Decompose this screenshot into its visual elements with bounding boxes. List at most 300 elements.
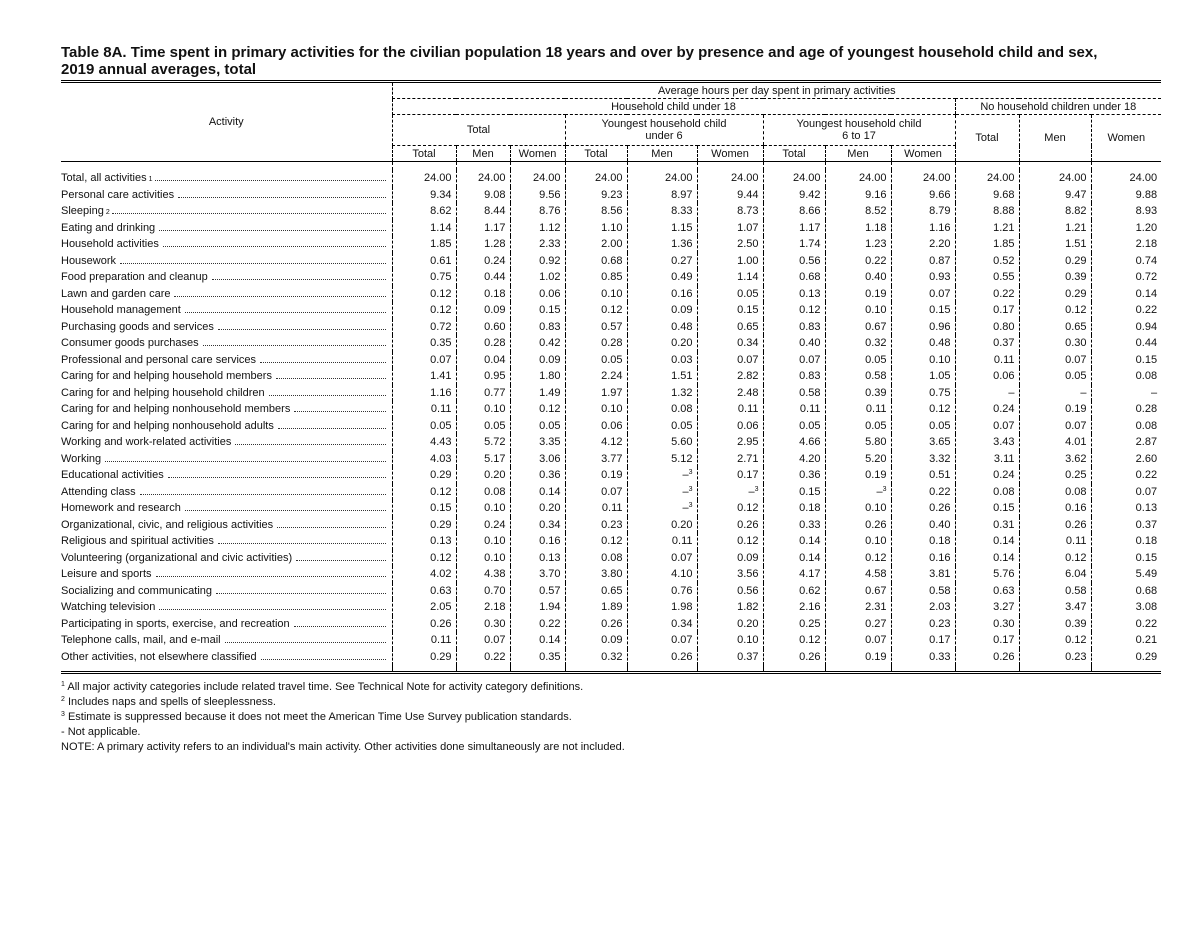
value-cell: 0.12: [891, 401, 955, 418]
value-cell: 24.00: [392, 170, 456, 187]
footnote-ref: 3: [688, 469, 693, 477]
value-cell: 0.42: [510, 335, 565, 352]
value-cell: 0.12: [697, 500, 763, 517]
value-cell: 0.27: [627, 253, 697, 270]
value-cell: 0.07: [456, 632, 510, 649]
dot-leader: [178, 196, 385, 198]
activity-label-cell: [61, 302, 392, 319]
value-cell: 0.23: [565, 517, 627, 534]
table-row: [61, 385, 1161, 402]
activity-label: Total, all activities 1: [61, 170, 388, 186]
footnote: [61, 680, 1161, 695]
value-cell: 0.55: [955, 269, 1019, 286]
spacer-row: [61, 162, 1161, 171]
activity-label-text: Attending class: [61, 485, 136, 498]
spacer-cell: [1019, 665, 1091, 673]
value-cell: 4.03: [392, 451, 456, 468]
value-cell: 1.17: [763, 220, 825, 237]
value-cell: 3.27: [955, 599, 1019, 616]
value-cell: 0.32: [565, 649, 627, 666]
value-cell: 0.12: [1019, 550, 1091, 567]
value-cell: 0.11: [627, 533, 697, 550]
activity-label-cell: [61, 533, 392, 550]
value-cell: 0.07: [565, 484, 627, 501]
youngest-6to17-line-1: Youngest household child: [796, 118, 922, 130]
value-cell: 0.19: [565, 467, 627, 484]
activity-label: [61, 253, 388, 269]
spacer-cell: [510, 162, 565, 171]
value-cell: 0.05: [392, 418, 456, 435]
value-cell: 0.07: [1019, 352, 1091, 369]
value-cell: 0.29: [1019, 253, 1091, 270]
activity-label-text: Religious and spiritual activities: [61, 535, 214, 548]
activity-label: [61, 236, 388, 252]
spacer-cell: [955, 162, 1019, 171]
dot-leader: [294, 625, 386, 627]
activity-label: [61, 286, 388, 302]
value-cell: 0.93: [891, 269, 955, 286]
value-cell: 0.92: [510, 253, 565, 270]
activity-label-cell: [61, 467, 392, 484]
value-cell: 0.12: [565, 302, 627, 319]
table-row: [61, 533, 1161, 550]
value-cell: 1.36: [627, 236, 697, 253]
col-header-total-men: Men: [456, 146, 510, 162]
value-cell: 0.26: [1019, 517, 1091, 534]
table-row: [61, 335, 1161, 352]
value-cell: 0.44: [1091, 335, 1161, 352]
value-cell: 4.01: [1019, 434, 1091, 451]
dot-leader: [235, 443, 385, 445]
value-cell: 0.39: [1019, 616, 1091, 633]
dot-leader: [218, 328, 386, 330]
activity-label-text: Caring for and helping household members: [61, 370, 272, 383]
value-cell: 0.30: [955, 616, 1019, 633]
value-cell: 8.33: [627, 203, 697, 220]
activity-label-text: Personal care activities: [61, 188, 175, 201]
value-cell: 2.60: [1091, 451, 1161, 468]
col-header-under6-women: Women: [697, 146, 763, 162]
value-cell: 0.11: [955, 352, 1019, 369]
value-cell: 0.12: [392, 484, 456, 501]
table-row: [61, 220, 1161, 237]
activity-label-text: Housework: [61, 254, 117, 267]
table-row: [61, 632, 1161, 649]
spacer-cell: [510, 665, 565, 673]
value-cell: 0.26: [697, 517, 763, 534]
value-cell: 1.85: [955, 236, 1019, 253]
value-cell: 0.22: [1091, 467, 1161, 484]
activity-label-cell: [61, 566, 392, 583]
value-cell: 0.36: [763, 467, 825, 484]
value-cell: 0.15: [392, 500, 456, 517]
table-row: [61, 616, 1161, 633]
value-cell: 0.60: [456, 319, 510, 336]
value-cell: 0.26: [763, 649, 825, 666]
suppressed-value: –: [682, 502, 689, 515]
value-cell: 0.10: [697, 632, 763, 649]
value-cell: 0.13: [763, 286, 825, 303]
value-cell: 0.15: [1091, 352, 1161, 369]
value-cell: 0.20: [697, 616, 763, 633]
table-row: [61, 319, 1161, 336]
value-cell: 1.49: [510, 385, 565, 402]
value-cell: 4.38: [456, 566, 510, 583]
activity-label-cell: [61, 170, 392, 187]
value-cell: 0.58: [1019, 583, 1091, 600]
value-cell: 0.58: [763, 385, 825, 402]
value-cell: 8.82: [1019, 203, 1091, 220]
activity-label: [61, 484, 388, 500]
value-cell: 2.05: [392, 599, 456, 616]
value-cell: 24.00: [955, 170, 1019, 187]
value-cell: 0.08: [627, 401, 697, 418]
footnote: [61, 740, 1161, 755]
activity-label-cell: [61, 401, 392, 418]
value-cell: 0.24: [456, 253, 510, 270]
value-cell: 3.11: [955, 451, 1019, 468]
dot-leader: [185, 509, 386, 511]
spacer-cell: [697, 665, 763, 673]
youngest-under6-header: [565, 115, 763, 146]
activity-label-text: Caring for and helping nonhousehold adults: [61, 419, 274, 432]
activity-label: [61, 583, 388, 599]
value-cell: 1.21: [1019, 220, 1091, 237]
value-cell: 0.37: [955, 335, 1019, 352]
value-cell: 0.10: [565, 286, 627, 303]
table-row: [61, 434, 1161, 451]
value-cell: 0.21: [1091, 632, 1161, 649]
value-cell: 0.19: [825, 467, 891, 484]
spacer-cell: [697, 162, 763, 171]
value-cell: 0.83: [763, 319, 825, 336]
value-cell: 0.65: [565, 583, 627, 600]
value-cell: 0.14: [955, 533, 1019, 550]
spacer-cell: [1091, 665, 1161, 673]
footnote-text: NOTE: A primary activity refers to an individual's main activity. Other activities done simultaneously are not included.: [61, 741, 625, 753]
value-cell: 8.88: [955, 203, 1019, 220]
value-cell: 9.44: [697, 187, 763, 204]
value-cell: 0.12: [763, 632, 825, 649]
activity-label: [61, 187, 388, 203]
value-cell: 0.67: [825, 319, 891, 336]
value-cell: 0.06: [697, 418, 763, 435]
value-cell: 2.87: [1091, 434, 1161, 451]
dot-leader: [269, 394, 386, 396]
activity-table: [61, 80, 1161, 674]
value-cell: 1.21: [955, 220, 1019, 237]
value-cell: 1.00: [697, 253, 763, 270]
value-cell: 8.76: [510, 203, 565, 220]
suppressed-value: –: [682, 485, 689, 498]
table-row: [61, 187, 1161, 204]
value-cell: 0.16: [627, 286, 697, 303]
value-cell: 0.10: [456, 533, 510, 550]
footnote-ref: 3: [882, 485, 887, 493]
value-cell: 0.12: [825, 550, 891, 567]
value-cell: 0.61: [392, 253, 456, 270]
value-cell: 0.18: [891, 533, 955, 550]
spacer-cell: [1091, 162, 1161, 171]
value-cell: 2.82: [697, 368, 763, 385]
value-cell: 0.07: [1091, 484, 1161, 501]
value-cell: 3.08: [1091, 599, 1161, 616]
value-cell: 0.10: [456, 500, 510, 517]
value-cell: 0.14: [510, 484, 565, 501]
suppressed-value: –: [748, 485, 755, 498]
value-cell: 0.09: [697, 550, 763, 567]
dot-leader: [261, 658, 386, 660]
value-cell: 0.34: [510, 517, 565, 534]
value-cell: 0.07: [891, 286, 955, 303]
value-cell: 5.80: [825, 434, 891, 451]
value-cell: –: [1091, 385, 1161, 402]
youngest-under6-line-1: Youngest household child: [601, 118, 727, 130]
dot-leader: [294, 410, 385, 412]
value-cell: 2.48: [697, 385, 763, 402]
value-cell: 5.72: [456, 434, 510, 451]
value-cell: 0.07: [955, 418, 1019, 435]
spacer-cell: [825, 665, 891, 673]
value-cell: 0.87: [891, 253, 955, 270]
value-cell: 0.94: [1091, 319, 1161, 336]
value-cell: 0.35: [392, 335, 456, 352]
value-cell: 1.15: [627, 220, 697, 237]
activity-label-cell: [61, 583, 392, 600]
value-cell: 0.26: [825, 517, 891, 534]
col-header-total-women: Women: [510, 146, 565, 162]
value-cell: 0.95: [456, 368, 510, 385]
spacer-cell: [825, 162, 891, 171]
spacer-cell: [627, 162, 697, 171]
value-cell: 0.28: [456, 335, 510, 352]
value-cell: 3.80: [565, 566, 627, 583]
youngest-under6-line-2: under 6: [645, 130, 683, 142]
value-cell: 0.17: [955, 302, 1019, 319]
value-cell: [627, 484, 697, 501]
activity-label-text: Purchasing goods and services: [61, 320, 214, 333]
value-cell: 0.18: [1091, 533, 1161, 550]
value-cell: 0.22: [1091, 302, 1161, 319]
value-cell: 2.03: [891, 599, 955, 616]
activity-label-text: Sleeping: [61, 205, 104, 218]
value-cell: 0.05: [627, 418, 697, 435]
dot-leader: [218, 542, 386, 544]
value-cell: 0.22: [1091, 616, 1161, 633]
table-row: [61, 401, 1161, 418]
value-cell: 0.80: [955, 319, 1019, 336]
dot-leader: [159, 608, 385, 610]
value-cell: 0.20: [627, 517, 697, 534]
value-cell: 0.07: [697, 352, 763, 369]
value-cell: 1.41: [392, 368, 456, 385]
value-cell: 4.12: [565, 434, 627, 451]
value-cell: 0.04: [456, 352, 510, 369]
value-cell: 24.00: [1019, 170, 1091, 187]
value-cell: 0.23: [891, 616, 955, 633]
value-cell: 9.16: [825, 187, 891, 204]
value-cell: 9.56: [510, 187, 565, 204]
value-cell: 0.12: [565, 533, 627, 550]
value-cell: 0.22: [510, 616, 565, 633]
value-cell: 0.10: [891, 352, 955, 369]
value-cell: 4.43: [392, 434, 456, 451]
activity-label-cell: [61, 500, 392, 517]
value-cell: 5.76: [955, 566, 1019, 583]
spacer-cell: [456, 665, 510, 673]
dot-leader: [140, 493, 386, 495]
activity-label-text: Watching television: [61, 601, 156, 614]
activity-label: [61, 401, 388, 417]
activity-label-text: Caring for and helping nonhousehold members: [61, 403, 291, 416]
value-cell: 9.68: [955, 187, 1019, 204]
dot-leader: [112, 212, 386, 214]
value-cell: 0.39: [1019, 269, 1091, 286]
table-row: [61, 203, 1161, 220]
value-cell: 0.20: [456, 467, 510, 484]
value-cell: 0.18: [763, 500, 825, 517]
spacer-cell: [955, 665, 1019, 673]
value-cell: 0.40: [825, 269, 891, 286]
value-cell: 8.52: [825, 203, 891, 220]
value-cell: 1.02: [510, 269, 565, 286]
value-cell: 0.08: [955, 484, 1019, 501]
value-cell: 0.05: [456, 418, 510, 435]
spacer-cell: [61, 162, 392, 171]
value-cell: 1.97: [565, 385, 627, 402]
dot-leader: [163, 245, 386, 247]
value-cell: 0.09: [510, 352, 565, 369]
activity-label: Sleeping 2: [61, 203, 388, 219]
value-cell: 0.05: [565, 352, 627, 369]
table-row: [61, 451, 1161, 468]
value-cell: 0.77: [456, 385, 510, 402]
value-cell: 1.07: [697, 220, 763, 237]
table-row: [61, 550, 1161, 567]
value-cell: 1.85: [392, 236, 456, 253]
value-cell: 0.29: [1019, 286, 1091, 303]
value-cell: [627, 500, 697, 517]
value-cell: 0.26: [955, 649, 1019, 666]
dot-leader: [155, 179, 386, 181]
value-cell: 0.15: [763, 484, 825, 501]
value-cell: 0.16: [510, 533, 565, 550]
suppressed-value: –: [876, 485, 883, 498]
value-cell: 5.12: [627, 451, 697, 468]
value-cell: 0.29: [1091, 649, 1161, 666]
value-cell: 0.13: [392, 533, 456, 550]
value-cell: 3.81: [891, 566, 955, 583]
activity-label: [61, 649, 388, 665]
footnote-text: - Not applicable.: [61, 726, 141, 738]
value-cell: 3.77: [565, 451, 627, 468]
activity-label-cell: [61, 550, 392, 567]
value-cell: 1.94: [510, 599, 565, 616]
spacer-cell: [763, 665, 825, 673]
value-cell: 3.65: [891, 434, 955, 451]
activity-label: [61, 418, 388, 434]
value-cell: 0.39: [825, 385, 891, 402]
value-cell: 2.00: [565, 236, 627, 253]
value-cell: 0.12: [392, 302, 456, 319]
value-cell: 0.65: [1019, 319, 1091, 336]
activity-label-cell: [61, 451, 392, 468]
activity-label-text: Lawn and garden care: [61, 287, 171, 300]
dot-leader: [216, 592, 385, 594]
value-cell: 0.07: [627, 550, 697, 567]
value-cell: 0.36: [510, 467, 565, 484]
value-cell: 24.00: [456, 170, 510, 187]
value-cell: 9.47: [1019, 187, 1091, 204]
dot-leader: [185, 311, 386, 313]
value-cell: 0.57: [565, 319, 627, 336]
dot-leader: [296, 559, 385, 561]
footnotes: [61, 680, 1161, 755]
table-row: [61, 500, 1161, 517]
table-row: [61, 236, 1161, 253]
col-header-no-child-total: Total: [955, 115, 1019, 162]
activity-label: [61, 566, 388, 582]
spacer-cell: [392, 665, 456, 673]
table-row: [61, 599, 1161, 616]
value-cell: 0.19: [1019, 401, 1091, 418]
table-row: [61, 302, 1161, 319]
value-cell: 9.88: [1091, 187, 1161, 204]
value-cell: 5.60: [627, 434, 697, 451]
value-cell: 0.16: [1019, 500, 1091, 517]
footnote-marker: 2: [61, 696, 65, 703]
dot-leader: [212, 278, 386, 280]
value-cell: 0.48: [627, 319, 697, 336]
table-row: [61, 269, 1161, 286]
activity-label: [61, 533, 388, 549]
activity-label-cell: [61, 368, 392, 385]
dot-leader: [276, 377, 386, 379]
value-cell: 0.28: [1091, 401, 1161, 418]
activity-label: [61, 368, 388, 384]
value-cell: 0.13: [1091, 500, 1161, 517]
value-cell: 0.34: [627, 616, 697, 633]
value-cell: 0.40: [763, 335, 825, 352]
value-cell: 1.28: [456, 236, 510, 253]
footnote: [61, 725, 1161, 740]
value-cell: 0.12: [510, 401, 565, 418]
value-cell: 1.98: [627, 599, 697, 616]
dot-leader: [260, 361, 385, 363]
spacer-cell: [61, 665, 392, 673]
value-cell: 0.68: [763, 269, 825, 286]
value-cell: 0.48: [891, 335, 955, 352]
value-cell: 0.07: [1019, 418, 1091, 435]
value-cell: 0.24: [456, 517, 510, 534]
activity-label-cell: [61, 187, 392, 204]
value-cell: 1.14: [697, 269, 763, 286]
value-cell: 8.44: [456, 203, 510, 220]
value-cell: 3.70: [510, 566, 565, 583]
value-cell: 0.23: [1019, 649, 1091, 666]
value-cell: 0.51: [891, 467, 955, 484]
value-cell: 0.65: [697, 319, 763, 336]
footnote: [61, 710, 1161, 725]
activity-label: [61, 385, 388, 401]
value-cell: 0.72: [392, 319, 456, 336]
suppressed-value: –: [682, 469, 689, 482]
activity-label-text: Consumer goods purchases: [61, 337, 199, 350]
value-cell: 6.04: [1019, 566, 1091, 583]
activity-label-cell: [61, 253, 392, 270]
value-cell: 2.33: [510, 236, 565, 253]
value-cell: 0.83: [510, 319, 565, 336]
